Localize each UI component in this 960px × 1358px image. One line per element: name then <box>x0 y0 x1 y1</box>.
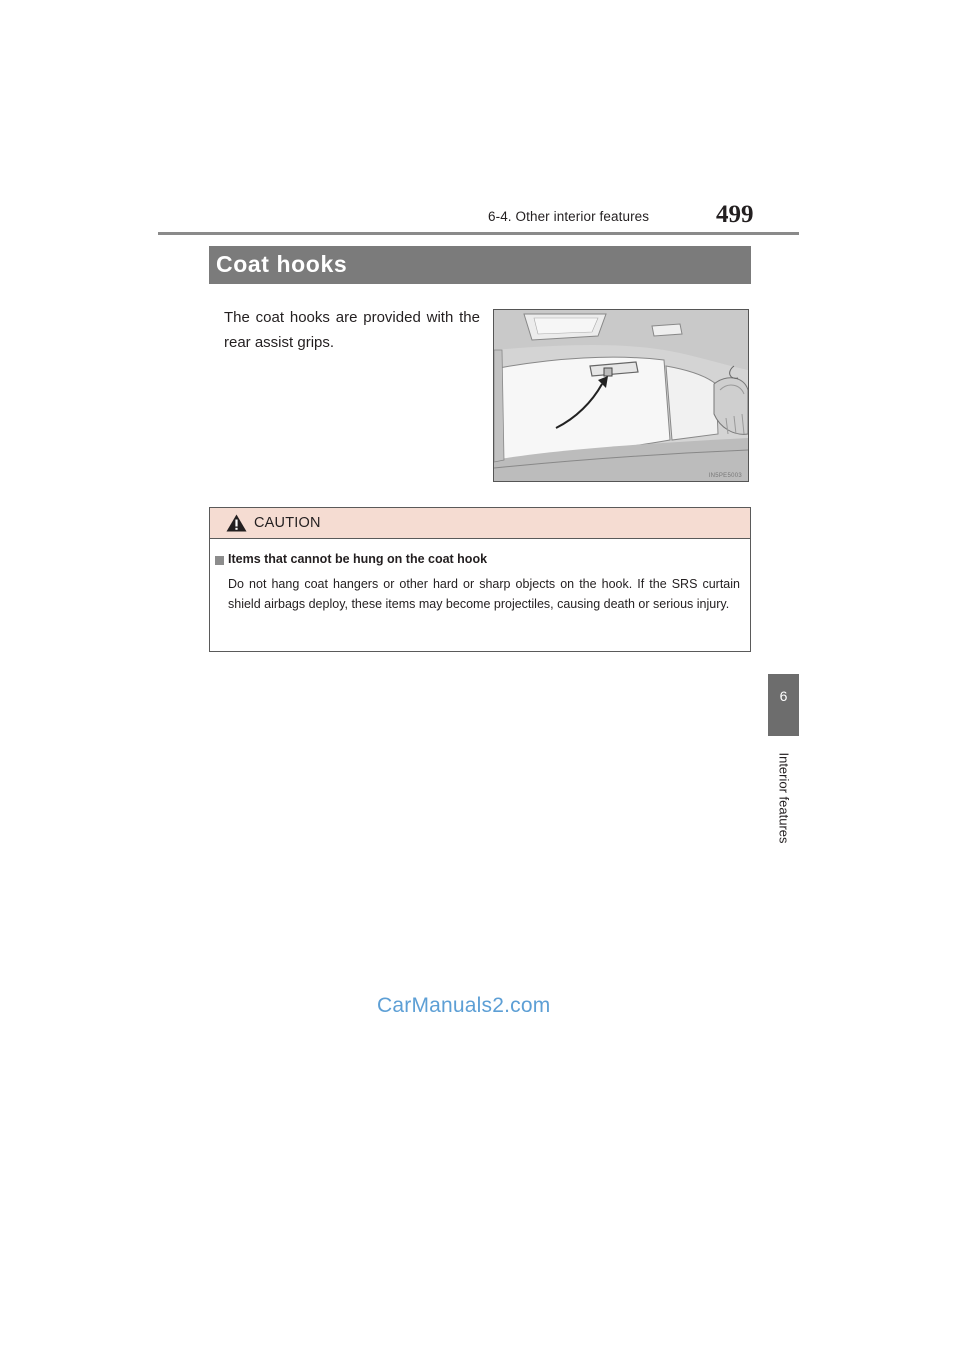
coat-hook-illustration <box>493 309 749 482</box>
chapter-number: 6 <box>779 688 788 704</box>
chapter-label-container <box>770 740 798 855</box>
intro-paragraph: The coat hooks are provided with the rear assist grips. <box>224 309 480 351</box>
warning-triangle-icon <box>226 514 247 532</box>
watermark-link[interactable]: CarManuals2.com <box>377 994 551 1017</box>
page-number: 499 <box>716 201 754 228</box>
caution-heading: Items that cannot be hung on the coat hook <box>228 552 488 566</box>
caution-box <box>209 507 751 652</box>
section-title: Coat hooks <box>216 251 348 277</box>
illustration-code: IN5PE5003 <box>708 473 742 479</box>
car-interior-drawing <box>494 310 748 481</box>
section-reference: 6-4. Other interior features <box>488 209 650 224</box>
caution-header <box>210 508 750 539</box>
header-divider <box>158 232 799 235</box>
caution-body: Do not hang coat hangers or other hard or sharp objects on the hook. If the SRS curtain shield airbags deploy, these items may become projectiles, causing death or serious injury. <box>228 577 740 611</box>
caution-label: CAUTION <box>254 515 321 531</box>
chapter-tab <box>768 674 799 736</box>
bullet-square-icon <box>215 556 224 565</box>
chapter-label: Interior features <box>776 751 792 844</box>
